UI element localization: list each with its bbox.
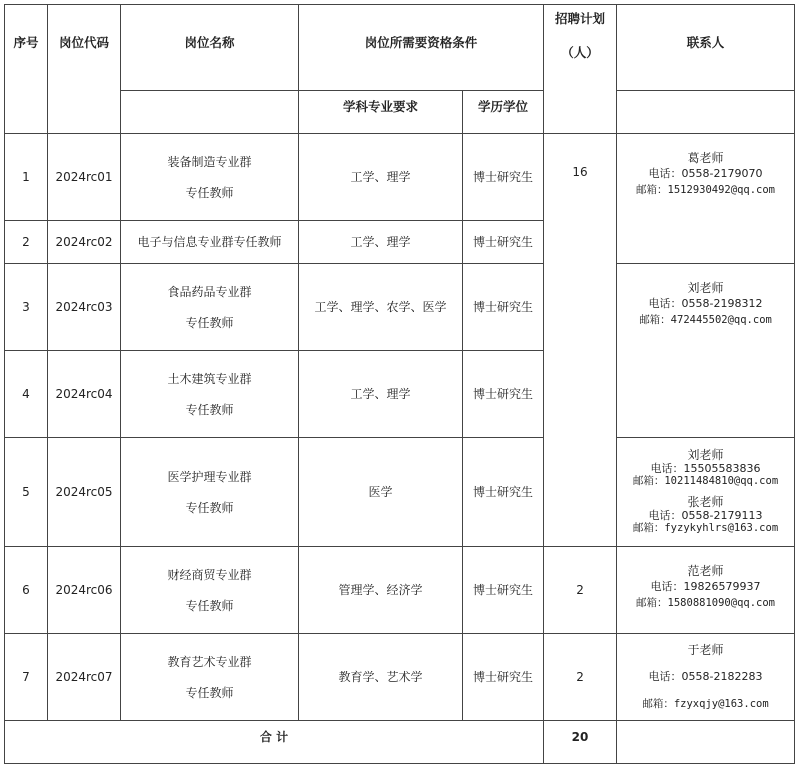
- position-line1: 教育艺术专业群: [167, 654, 252, 669]
- position-line2: 专任教师: [185, 185, 234, 200]
- header-row-2: [5, 91, 795, 134]
- contact-cell-1: [617, 134, 795, 264]
- cell-plan-shared: 16: [544, 134, 617, 547]
- cell-position: [121, 438, 299, 547]
- contact-email: 邮箱：472445502@qq.com: [639, 314, 772, 326]
- cell-position: [121, 264, 299, 351]
- position-line1: 食品药品专业群: [167, 284, 252, 299]
- header-degree: 学历学位: [463, 91, 544, 134]
- cell-degree: 博士研究生: [463, 264, 544, 351]
- position-line1: 医学护理专业群: [167, 469, 252, 484]
- header-name-sub: [121, 91, 299, 134]
- contact-cell-3: [617, 438, 795, 547]
- table-row: [5, 438, 795, 547]
- contact-name: 刘老师: [687, 448, 724, 462]
- total-label: 合 计: [5, 721, 544, 764]
- cell-degree: 博士研究生: [463, 547, 544, 634]
- recruitment-table: [4, 4, 795, 764]
- contact-cell-5: [617, 634, 795, 721]
- cell-no: 7: [5, 634, 48, 721]
- cell-major: 工学、理学: [299, 351, 463, 438]
- header-plan-line2: （人）: [561, 45, 599, 60]
- contact-email: 邮箱：1580881090@qq.com: [636, 597, 775, 609]
- cell-no: 2: [5, 221, 48, 264]
- header-no: 序号: [5, 5, 48, 134]
- cell-degree: 博士研究生: [463, 351, 544, 438]
- cell-position: [121, 547, 299, 634]
- header-code: 岗位代码: [48, 5, 121, 134]
- position-line1: 财经商贸专业群: [167, 567, 252, 582]
- contact-phone: 电话：15505583836: [650, 462, 761, 475]
- cell-degree: 博士研究生: [463, 221, 544, 264]
- cell-degree: 博士研究生: [463, 634, 544, 721]
- cell-major: 工学、理学: [299, 221, 463, 264]
- header-plan: [544, 5, 617, 134]
- position-line2: 专任教师: [185, 315, 234, 330]
- contact-email: 邮箱：fzyxqjy@163.com: [642, 698, 769, 710]
- contact-name: 张老师: [687, 495, 724, 509]
- table-row: [5, 264, 795, 351]
- cell-plan: 2: [544, 634, 617, 721]
- contact-phone: 电话：0558-2182283: [648, 670, 763, 683]
- cell-major: 管理学、经济学: [299, 547, 463, 634]
- cell-major: 工学、理学、农学、医学: [299, 264, 463, 351]
- contact-cell-4: [617, 547, 795, 634]
- table-row: [5, 547, 795, 634]
- contact-cell-2: [617, 264, 795, 438]
- cell-position: [121, 134, 299, 221]
- contact-phone: 电话：0558-2198312: [648, 297, 763, 310]
- cell-code: 2024rc07: [48, 634, 121, 721]
- table-row: [5, 134, 795, 221]
- cell-plan: 2: [544, 547, 617, 634]
- total-contact-empty: [617, 721, 795, 764]
- contact-name: 刘老师: [687, 281, 724, 295]
- cell-no: 3: [5, 264, 48, 351]
- cell-position: 电子与信息专业群专任教师: [121, 221, 299, 264]
- contact-name: 于老师: [687, 643, 724, 657]
- cell-degree: 博士研究生: [463, 438, 544, 547]
- cell-major: 教育学、艺术学: [299, 634, 463, 721]
- contact-phone: 电话：0558-2179070: [648, 167, 763, 180]
- position-line2: 专任教师: [185, 402, 234, 417]
- cell-position: [121, 351, 299, 438]
- cell-position: [121, 634, 299, 721]
- header-contact: 联系人: [617, 5, 795, 91]
- contact-phone: 电话：19826579937: [650, 580, 761, 593]
- cell-code: 2024rc05: [48, 438, 121, 547]
- cell-no: 5: [5, 438, 48, 547]
- cell-code: 2024rc06: [48, 547, 121, 634]
- position-line1: 装备制造专业群: [167, 154, 252, 169]
- header-major: 学科专业要求: [299, 91, 463, 134]
- position-line2: 专任教师: [185, 685, 234, 700]
- total-value: 20: [544, 721, 617, 764]
- cell-code: 2024rc04: [48, 351, 121, 438]
- cell-code: 2024rc01: [48, 134, 121, 221]
- cell-major: 医学: [299, 438, 463, 547]
- cell-no: 1: [5, 134, 48, 221]
- cell-no: 6: [5, 547, 48, 634]
- position-line1: 土木建筑专业群: [167, 371, 252, 386]
- cell-code: 2024rc03: [48, 264, 121, 351]
- contact-name: 葛老师: [687, 151, 724, 165]
- cell-major: 工学、理学: [299, 134, 463, 221]
- cell-code: 2024rc02: [48, 221, 121, 264]
- contact-email: 邮箱：10211484810@qq.com: [632, 475, 779, 487]
- header-name: 岗位名称: [121, 5, 299, 91]
- header-conditions: 岗位所需要资格条件: [299, 5, 544, 91]
- header-contact-sub: [617, 91, 795, 134]
- table-row: [5, 634, 795, 721]
- header-plan-line1: 招聘计划: [555, 11, 606, 26]
- header-row-1: [5, 5, 795, 91]
- contact-email: 邮箱：fyzykyhlrs@163.com: [632, 522, 779, 534]
- contact-phone: 电话：0558-2179113: [648, 509, 763, 522]
- cell-no: 4: [5, 351, 48, 438]
- total-row: [5, 721, 795, 764]
- cell-degree: 博士研究生: [463, 134, 544, 221]
- contact-name: 范老师: [687, 564, 724, 578]
- position-line2: 专任教师: [185, 500, 234, 515]
- position-line2: 专任教师: [185, 598, 234, 613]
- contact-email: 邮箱：1512930492@qq.com: [636, 184, 775, 196]
